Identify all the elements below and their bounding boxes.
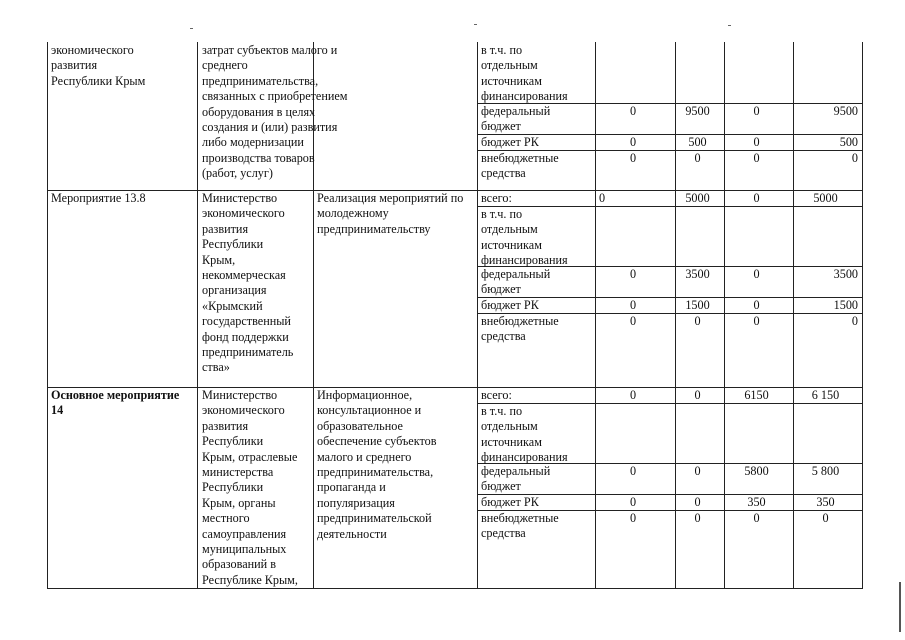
- funding-source: в т.ч. по отдельным источникам финансирования: [481, 404, 568, 465]
- executor-text: экономического развития Республики Крым: [51, 43, 146, 88]
- funding-value: 0: [629, 388, 637, 402]
- funding-source: в т.ч. по отдельным источникам финансирования: [481, 207, 568, 268]
- measure-title: Основное мероприятие 14: [51, 388, 180, 418]
- column-line: [862, 42, 863, 589]
- left-border: [47, 42, 48, 589]
- funding-value: 0: [753, 151, 760, 165]
- funding-value: 0: [694, 151, 701, 165]
- scan-speck: [474, 24, 477, 25]
- funding-value: 0: [629, 267, 637, 281]
- funding-value: 0: [629, 511, 637, 525]
- funding-value: 1500: [833, 298, 858, 312]
- funding-source: всего:: [481, 191, 512, 205]
- funding-value: 0: [629, 104, 637, 118]
- funding-source: федеральный бюджет: [481, 267, 551, 297]
- funding-value: 0: [851, 151, 858, 165]
- funding-source: в т.ч. по отдельным источникам финансирования: [481, 43, 568, 104]
- funding-value: 0: [629, 151, 637, 165]
- funding-source: федеральный бюджет: [481, 104, 551, 134]
- column-line: [197, 42, 198, 589]
- executor-text: Министерство экономического развития Республики Крым, некоммерческая организация «Крымский государственный фонд поддержки предприниматель ства»: [202, 191, 294, 375]
- funding-value: 3500: [685, 267, 710, 281]
- funding-value: 5800: [744, 464, 769, 478]
- funding-value: 6150: [744, 388, 769, 402]
- funding-source: внебюджетные средства: [481, 511, 559, 541]
- funding-value: 0: [629, 135, 637, 149]
- funding-value: 9500: [685, 104, 710, 118]
- funding-value: 0: [753, 104, 760, 118]
- funding-value: 3500: [833, 267, 858, 281]
- funding-value: 0: [629, 495, 637, 509]
- funding-source: бюджет РК: [481, 495, 539, 509]
- funding-value: 0: [822, 511, 829, 525]
- funding-source: внебюджетные средства: [481, 151, 559, 181]
- funding-value: 0: [694, 464, 701, 478]
- funding-value: 0: [753, 314, 760, 328]
- funding-value: 5 800: [811, 464, 840, 478]
- scan-edge-mark: [899, 582, 901, 632]
- funding-value: 0: [753, 135, 760, 149]
- measure-title: Мероприятие 13.8: [51, 191, 146, 205]
- funding-value: 0: [851, 314, 858, 328]
- funding-value: 0: [753, 511, 760, 525]
- scan-speck: [728, 25, 731, 26]
- scan-speck: [190, 28, 193, 29]
- funding-value: 500: [688, 135, 707, 149]
- measure-name: затрат субъектов малого и среднего предпринимательства, связанных с приобретением оборудования в целях создания и (или) развития либо модернизации производства товаров (работ, услуг): [202, 43, 348, 181]
- funding-source: бюджет РК: [481, 298, 539, 312]
- funding-value: 0: [694, 495, 701, 509]
- funding-source: бюджет РК: [481, 135, 539, 149]
- funding-value: 0: [753, 267, 760, 281]
- measure-name: Информационное, консультационное и образовательное обеспечение субъектов малого и среднего предпринимательства, пропаганда и популяризация предпринимательской деятельности: [317, 388, 437, 541]
- funding-value: 0: [753, 298, 760, 312]
- funding-source: внебюджетные средства: [481, 314, 559, 344]
- funding-grid: [47, 42, 862, 590]
- funding-value: 1500: [685, 298, 710, 312]
- funding-source: федеральный бюджет: [481, 464, 551, 494]
- funding-value: 0: [694, 314, 701, 328]
- funding-value: 0: [599, 191, 606, 205]
- funding-value: 0: [629, 314, 637, 328]
- funding-value: 9500: [833, 104, 858, 118]
- funding-value: 0: [629, 464, 637, 478]
- funding-value: 5000: [813, 191, 838, 205]
- funding-value: 5000: [685, 191, 710, 205]
- funding-value: 350: [816, 495, 835, 509]
- funding-value: 0: [629, 298, 637, 312]
- funding-value: 0: [753, 191, 760, 205]
- funding-value: 0: [694, 511, 701, 525]
- funding-value: 6 150: [811, 388, 840, 402]
- measure-name: Реализация мероприятий по молодежному предпринимательству: [317, 191, 464, 236]
- column-line: [477, 42, 478, 589]
- funding-value: 0: [694, 388, 701, 402]
- funding-value: 500: [839, 135, 858, 149]
- bottom-border: [47, 588, 863, 589]
- funding-source: всего:: [481, 388, 512, 402]
- funding-value: 350: [747, 495, 766, 509]
- executor-text: Министерство экономического развития Республики Крым, отраслевые министерства Республики Крым, органы местного самоуправления муниципальных образований в Республике Крым,: [202, 388, 298, 587]
